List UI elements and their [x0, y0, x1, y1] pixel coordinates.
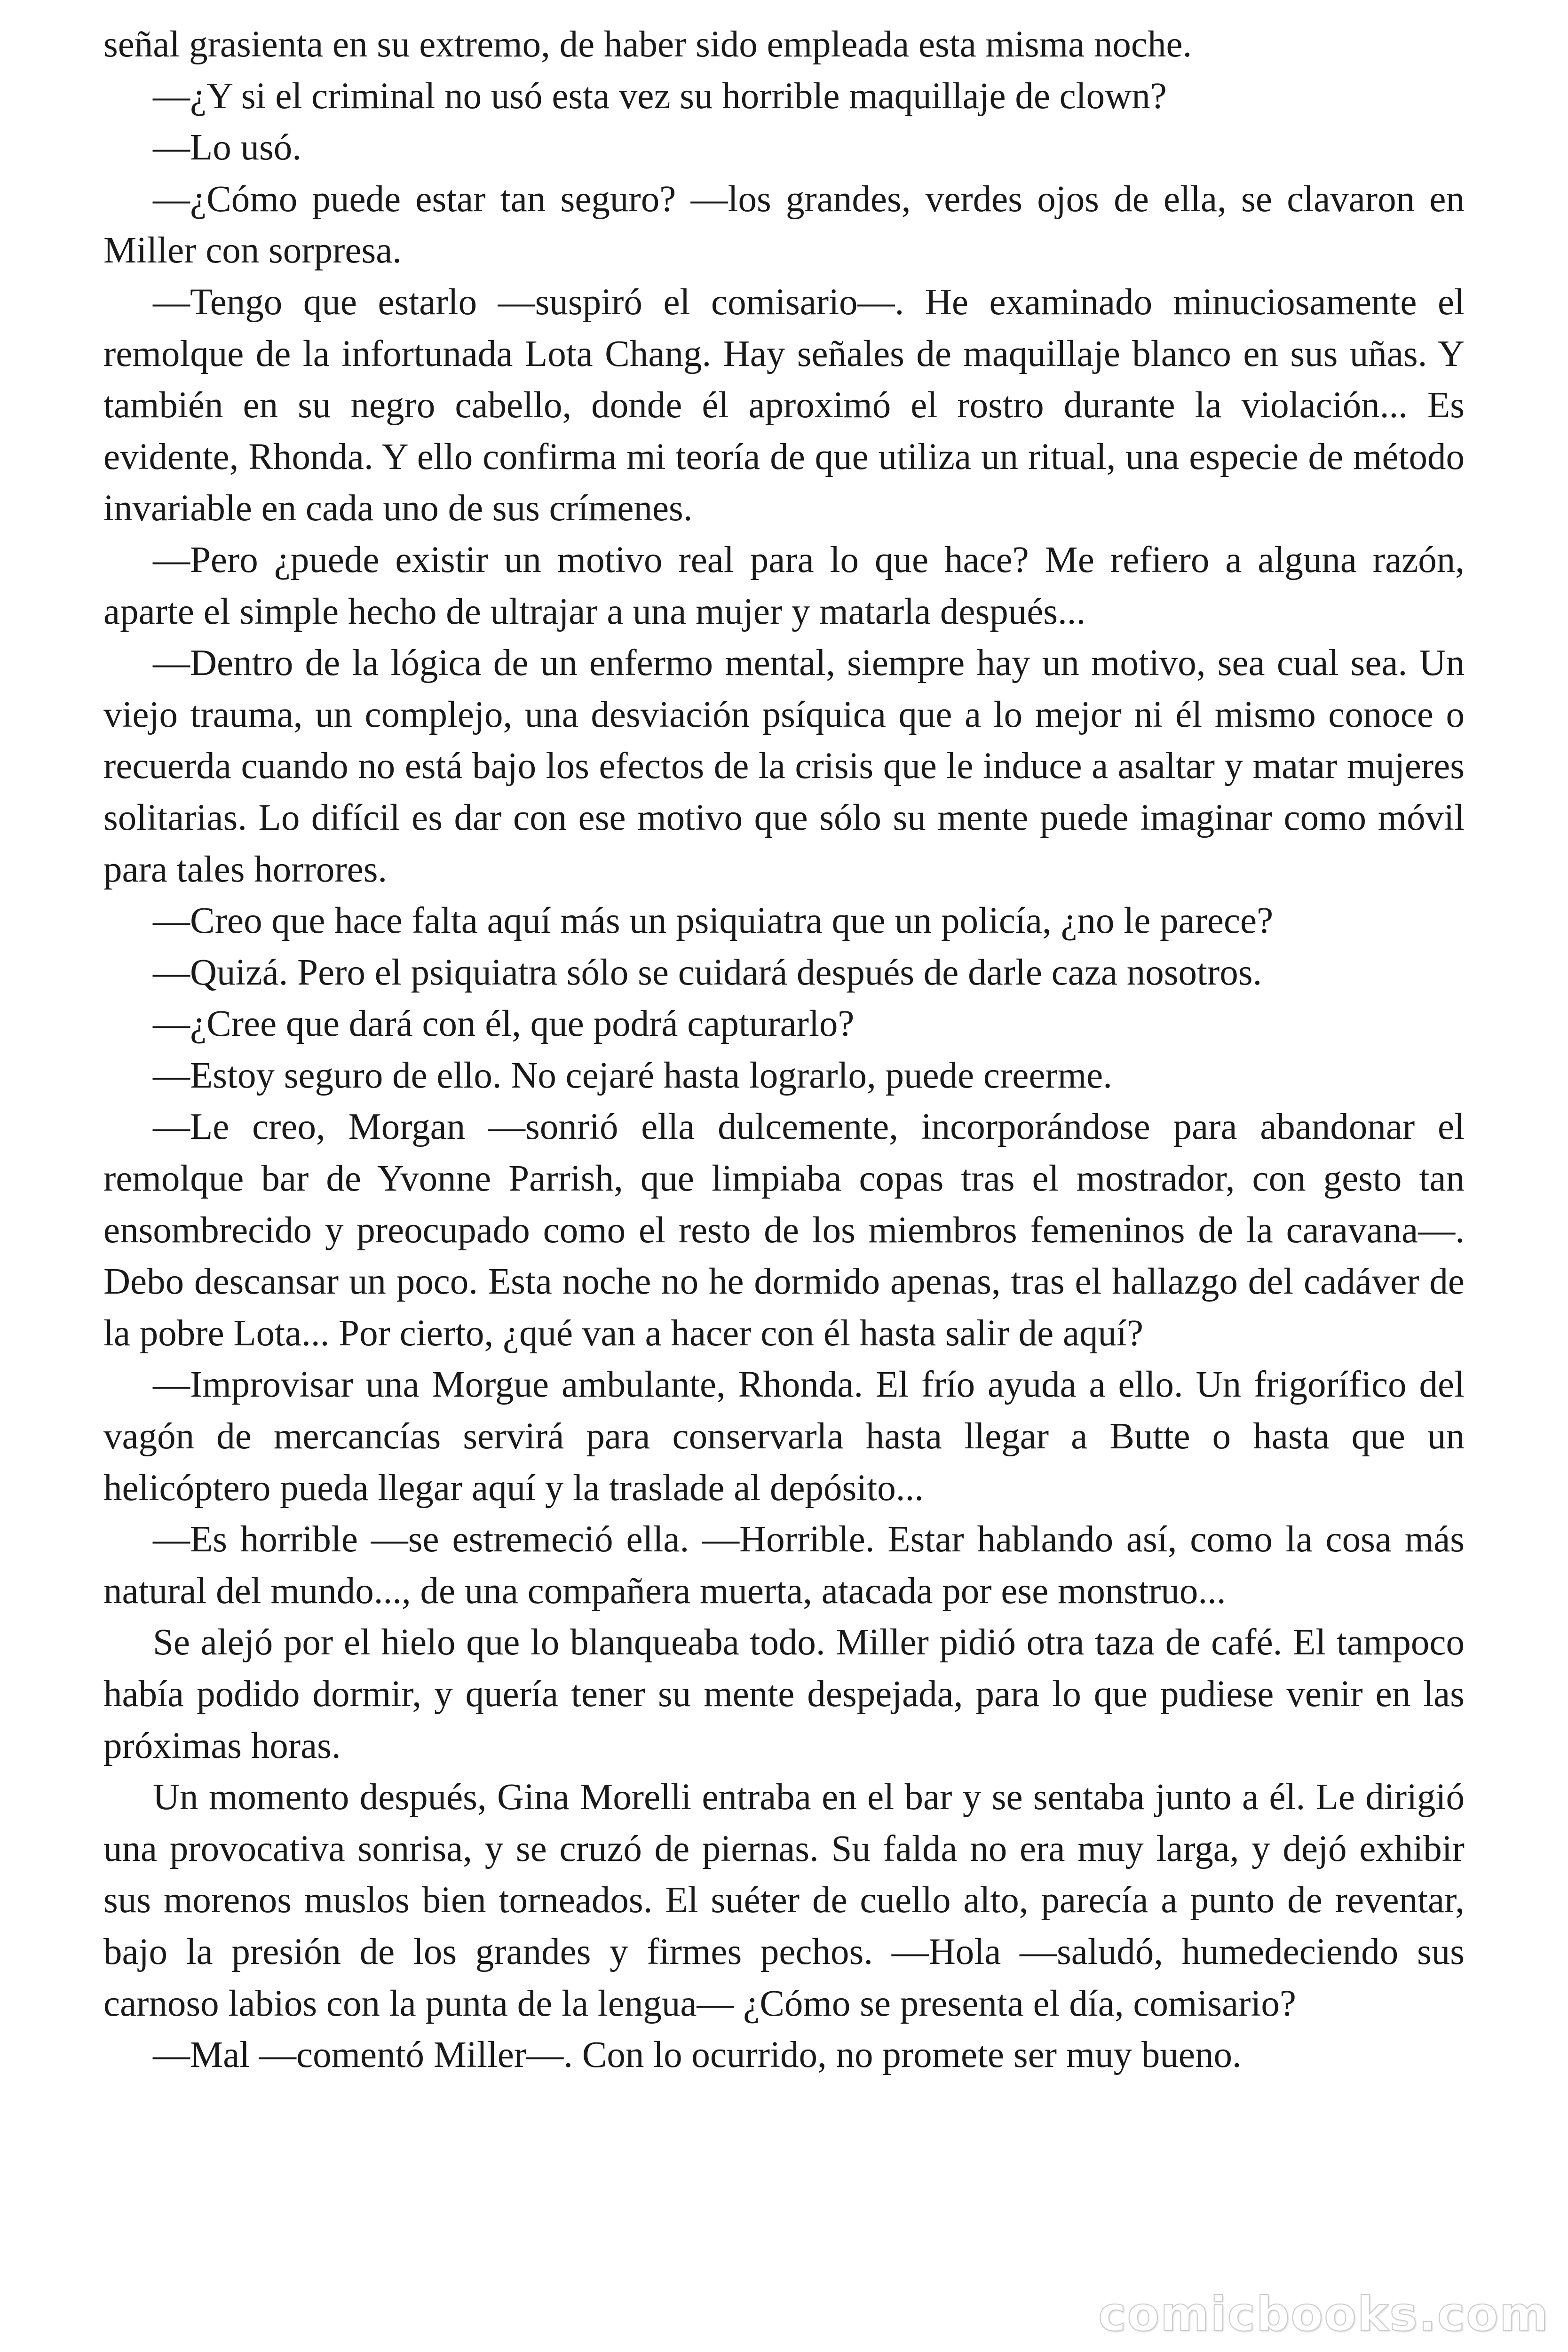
paragraph: —Lo usó.	[153, 127, 301, 168]
book-page	[103, 19, 1465, 2324]
paragraph: —Le creo, Morgan —sonrió ella dulcemente, incorporándose para abandonar el remolque bar de Yvonne Parrish, que limpiaba copas tras el mostrador, con gesto tan ensombrecido y preocupado como el resto de los miembros femeninos de la caravana—. Debo descansar un poco. Esta noche no he dormido apenas, tras el hallazgo del cadáver de la pobre Lota... Por cierto, ¿qué van a hacer con él hasta salir de aquí?	[103, 1106, 1465, 1354]
paragraph: —Pero ¿puede existir un motivo real para lo que hace? Me refiero a alguna razón, aparte el simple hecho de ultrajar a una mujer y matarla después...	[103, 539, 1465, 632]
paragraph: —Tengo que estarlo —suspiró el comisario—. He examinado minuciosamente el remolque de la infortunada Lota Chang. Hay señales de maquillaje blanco en sus uñas. Y también en su negro cabello, donde él aproximó el rostro durante la violación... Es evidente, Rhonda. Y ello confirma mi teoría de que utiliza un ritual, una especie de método invariable en cada uno de sus crímenes.	[103, 281, 1465, 529]
paragraph: —Dentro de la lógica de un enfermo mental, siempre hay un motivo, sea cual sea. Un viejo trauma, un complejo, una desviación psíquica que a lo mejor ni él mismo conoce o recuerda cuando no está bajo los efectos de la crisis que le induce a asaltar y matar mujeres solitarias. Lo difícil es dar con ese motivo que sólo su mente puede imaginar como móvil para tales horrores.	[103, 643, 1465, 890]
paragraph: Se alejó por el hielo que lo blanqueaba todo. Miller pidió otra taza de café. El tampoco había podido dormir, y quería tener su mente despejada, para lo que pudiese venir en las próximas horas.	[103, 1622, 1465, 1766]
paragraph: —¿Cómo puede estar tan seguro? —los grandes, verdes ojos de ella, se clavaron en Miller con sorpresa.	[103, 178, 1465, 271]
paragraph: —Es horrible —se estremeció ella. —Horrible. Estar hablando así, como la cosa más natural del mundo..., de una compañera muerta, atacada por ese monstruo...	[103, 1519, 1465, 1612]
body-text	[103, 19, 1465, 2081]
paragraph: —Creo que hace falta aquí más un psiquiatra que un policía, ¿no le parece?	[153, 900, 1274, 942]
paragraph: —Mal —comentó Miller—. Con lo ocurrido, no promete ser muy bueno.	[153, 2034, 1242, 2076]
paragraph: —Improvisar una Morgue ambulante, Rhonda. El frío ayuda a ello. Un frigorífico del vagón de mercancías servirá para conservarla hasta llegar a Butte o hasta que un helicóptero pueda llegar aquí y la traslade al depósito...	[103, 1364, 1465, 1509]
site-watermark: comicbooks.com	[1098, 2287, 1549, 2342]
paragraph: Un momento después, Gina Morelli entraba en el bar y se sentaba junto a él. Le dirigió una provocativa sonrisa, y se cruzó de piernas. Su falda no era muy larga, y dejó exhibir sus morenos muslos bien torneados. El suéter de cuello alto, parecía a punto de reventar, bajo la presión de los grandes y firmes pechos. —Hola —saludó, humedeciendo sus carnoso labios con la punta de la lengua— ¿Cómo se presenta el día, comisario?	[103, 1777, 1465, 2024]
paragraph: —Estoy seguro de ello. No cejaré hasta lograrlo, puede creerme.	[153, 1055, 1112, 1096]
paragraph: —¿Y si el criminal no usó esta vez su horrible maquillaje de clown?	[153, 75, 1167, 117]
paragraph: —Quizá. Pero el psiquiatra sólo se cuidará después de darle caza nosotros.	[153, 952, 1262, 993]
paragraph: señal grasienta en su extremo, de haber sido empleada esta misma noche.	[103, 24, 1192, 65]
paragraph: —¿Cree que dará con él, que podrá capturarlo?	[153, 1003, 855, 1045]
